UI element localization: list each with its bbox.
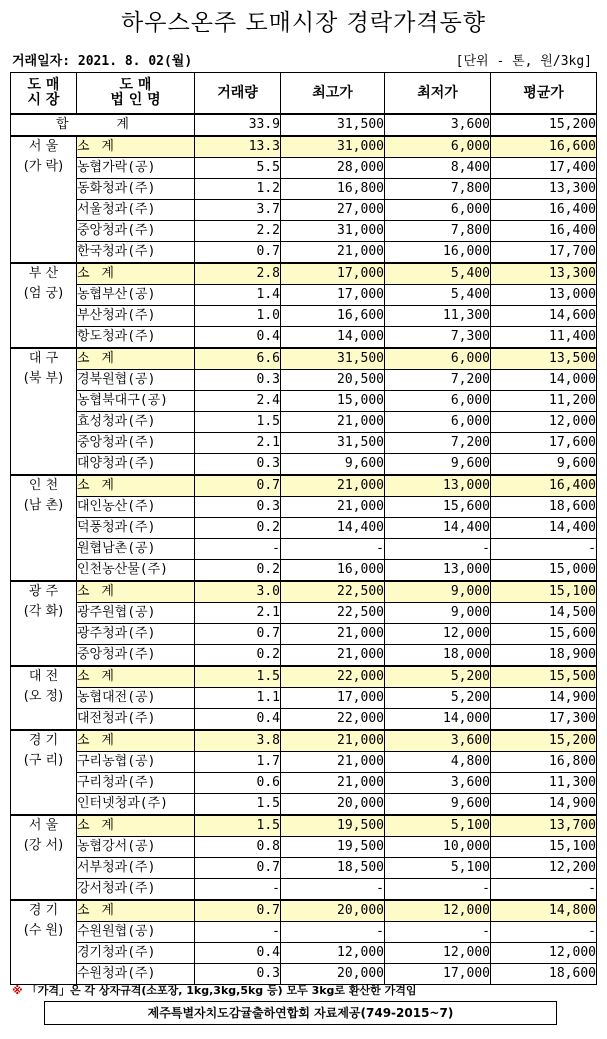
volume-cell: 0.7 — [195, 242, 281, 264]
subtotal-label: 소 계 — [77, 475, 195, 497]
table-row — [11, 539, 597, 560]
volume-cell: 0.4 — [195, 327, 281, 349]
high-cell: 20,500 — [281, 370, 385, 391]
volume-cell: 6.6 — [195, 348, 281, 370]
corp-name: 농협강서(공) — [77, 837, 195, 858]
avg-cell: 9,600 — [491, 454, 597, 476]
low-cell: 6,000 — [385, 391, 491, 412]
avg-cell: 17,400 — [491, 158, 597, 179]
high-cell: - — [281, 879, 385, 901]
total-high: 31,500 — [281, 114, 385, 136]
table-row — [11, 179, 597, 200]
market-district: (오 정) — [23, 689, 64, 704]
corp-name: 수원원협(공) — [77, 922, 195, 943]
low-cell: 14,400 — [385, 518, 491, 539]
header-corp-line2: 법 인 명 — [110, 92, 161, 108]
low-cell: 5,200 — [385, 666, 491, 688]
subtotal-row — [11, 900, 597, 922]
volume-cell: 1.2 — [195, 179, 281, 200]
volume-cell: 2.1 — [195, 433, 281, 454]
high-cell: 17,000 — [281, 263, 385, 285]
avg-cell: 13,300 — [491, 263, 597, 285]
low-cell: 5,400 — [385, 285, 491, 306]
volume-cell: 0.7 — [195, 900, 281, 922]
avg-cell: 16,600 — [491, 136, 597, 158]
header-corp — [77, 73, 195, 115]
footnote — [12, 982, 416, 998]
volume-cell: 0.3 — [195, 454, 281, 476]
volume-cell: 0.2 — [195, 560, 281, 582]
corp-name: 원협남촌(공) — [77, 539, 195, 560]
volume-cell: 1.0 — [195, 306, 281, 327]
header-region-line1: 도 매 — [27, 77, 60, 93]
table-row — [11, 518, 597, 539]
low-cell: 6,000 — [385, 200, 491, 221]
header-corp-line1: 도 매 — [119, 77, 152, 93]
high-cell: 20,000 — [281, 900, 385, 922]
table-row — [11, 454, 597, 476]
subtotal-row — [11, 136, 597, 158]
low-cell: 7,200 — [385, 370, 491, 391]
low-cell: 18,000 — [385, 645, 491, 667]
low-cell: 8,400 — [385, 158, 491, 179]
avg-cell: 16,800 — [491, 752, 597, 773]
volume-cell: 1.4 — [195, 285, 281, 306]
total-label: 합 계 — [11, 114, 195, 136]
low-cell: 9,000 — [385, 603, 491, 624]
market-name — [11, 666, 77, 730]
market-name — [11, 136, 77, 263]
market-name — [11, 263, 77, 348]
avg-cell: 12,200 — [491, 858, 597, 879]
high-cell: 21,000 — [281, 475, 385, 497]
table-row — [11, 327, 597, 349]
avg-cell: 13,300 — [491, 179, 597, 200]
corp-name: 농협부산(공) — [77, 285, 195, 306]
header-region — [11, 73, 77, 115]
low-cell: 7,300 — [385, 327, 491, 349]
corp-name: 서울청과(주) — [77, 200, 195, 221]
corp-name: 농협가락(공) — [77, 158, 195, 179]
low-cell: 6,000 — [385, 348, 491, 370]
high-cell: 19,500 — [281, 837, 385, 858]
avg-cell: 14,400 — [491, 518, 597, 539]
volume-cell: 1.5 — [195, 815, 281, 837]
table-row — [11, 306, 597, 327]
table-row — [11, 773, 597, 794]
market-city: 광 주 — [28, 584, 59, 599]
low-cell: 9,000 — [385, 581, 491, 603]
low-cell: 7,800 — [385, 179, 491, 200]
avg-cell: 11,400 — [491, 327, 597, 349]
high-cell: 20,000 — [281, 964, 385, 985]
header-avg: 평균가 — [491, 73, 597, 115]
avg-cell: 15,000 — [491, 560, 597, 582]
low-cell: 12,000 — [385, 624, 491, 645]
high-cell: 21,000 — [281, 497, 385, 518]
subtotal-row — [11, 666, 597, 688]
corp-name: 덕풍청과(주) — [77, 518, 195, 539]
high-cell: 21,000 — [281, 412, 385, 433]
low-cell: 13,000 — [385, 475, 491, 497]
corp-name: 중앙청과(주) — [77, 433, 195, 454]
corp-name: 대양청과(주) — [77, 454, 195, 476]
low-cell: 5,200 — [385, 688, 491, 709]
avg-cell: 15,500 — [491, 666, 597, 688]
table-row — [11, 922, 597, 943]
market-city: 경 기 — [28, 733, 59, 748]
high-cell: 16,800 — [281, 179, 385, 200]
low-cell: 3,600 — [385, 773, 491, 794]
table-row — [11, 752, 597, 773]
subtotal-label: 소 계 — [77, 730, 195, 752]
avg-cell: 13,500 — [491, 348, 597, 370]
avg-cell: 17,600 — [491, 433, 597, 454]
subtotal-label: 소 계 — [77, 666, 195, 688]
market-city: 서 울 — [28, 818, 59, 833]
high-cell: 18,500 — [281, 858, 385, 879]
corp-name: 동화청과(주) — [77, 179, 195, 200]
table-row — [11, 391, 597, 412]
header-row — [11, 73, 597, 115]
total-avg: 15,200 — [491, 114, 597, 136]
table-row — [11, 158, 597, 179]
market-district: (각 화) — [23, 604, 64, 619]
table-row — [11, 879, 597, 901]
table-row — [11, 709, 597, 731]
market-district: (북 부) — [23, 371, 64, 386]
high-cell: 17,000 — [281, 285, 385, 306]
market-district: (가 락) — [23, 159, 64, 174]
table-row — [11, 837, 597, 858]
avg-cell: 12,000 — [491, 412, 597, 433]
volume-cell: 5.5 — [195, 158, 281, 179]
corp-name: 경북원협(공) — [77, 370, 195, 391]
table-row — [11, 794, 597, 816]
avg-cell: 14,800 — [491, 900, 597, 922]
volume-cell: 1.5 — [195, 412, 281, 433]
high-cell: 31,000 — [281, 136, 385, 158]
volume-cell: 0.7 — [195, 624, 281, 645]
high-cell: 28,000 — [281, 158, 385, 179]
avg-cell: 15,600 — [491, 624, 597, 645]
high-cell: 14,400 — [281, 518, 385, 539]
avg-cell: 15,200 — [491, 730, 597, 752]
volume-cell: - — [195, 879, 281, 901]
corp-name: 수원청과(주) — [77, 964, 195, 985]
high-cell: 9,600 — [281, 454, 385, 476]
market-name — [11, 815, 77, 900]
low-cell: 9,600 — [385, 454, 491, 476]
table-row — [11, 688, 597, 709]
market-city: 서 울 — [28, 139, 59, 154]
market-district: (강 서) — [23, 838, 64, 853]
market-city: 인 천 — [28, 478, 59, 493]
avg-cell: 18,600 — [491, 497, 597, 518]
avg-cell: 14,900 — [491, 688, 597, 709]
market-city: 부 산 — [28, 266, 59, 281]
high-cell: 20,000 — [281, 794, 385, 816]
table-row — [11, 412, 597, 433]
volume-cell: 0.3 — [195, 370, 281, 391]
corp-name: 인천농산물(주) — [77, 560, 195, 582]
corp-name: 인터넷청과(주) — [77, 794, 195, 816]
corp-name: 대전청과(주) — [77, 709, 195, 731]
market-district: (남 촌) — [23, 498, 64, 513]
high-cell: - — [281, 922, 385, 943]
market-name — [11, 348, 77, 475]
corp-name: 광주청과(주) — [77, 624, 195, 645]
total-low: 3,600 — [385, 114, 491, 136]
low-cell: - — [385, 539, 491, 560]
subtotal-row — [11, 581, 597, 603]
corp-name: 구리청과(주) — [77, 773, 195, 794]
page-title: 하우스온주 도매시장 경락가격동향 — [121, 10, 486, 36]
volume-cell: 0.8 — [195, 837, 281, 858]
volume-cell: 0.3 — [195, 964, 281, 985]
high-cell: 14,000 — [281, 327, 385, 349]
price-table — [10, 72, 597, 985]
volume-cell: 3.0 — [195, 581, 281, 603]
subtotal-label: 소 계 — [77, 815, 195, 837]
volume-cell: 0.3 — [195, 497, 281, 518]
avg-cell: 16,400 — [491, 200, 597, 221]
low-cell: 10,000 — [385, 837, 491, 858]
volume-cell: 1.1 — [195, 688, 281, 709]
avg-cell: 12,000 — [491, 943, 597, 964]
corp-name: 부산청과(주) — [77, 306, 195, 327]
high-cell: 21,000 — [281, 752, 385, 773]
high-cell: 12,000 — [281, 943, 385, 964]
avg-cell: 14,000 — [491, 370, 597, 391]
low-cell: 6,000 — [385, 412, 491, 433]
avg-cell: 13,000 — [491, 285, 597, 306]
subtotal-row — [11, 815, 597, 837]
volume-cell: 0.2 — [195, 645, 281, 667]
low-cell: 15,600 — [385, 497, 491, 518]
subtotal-row — [11, 348, 597, 370]
corp-name: 광주원협(공) — [77, 603, 195, 624]
avg-cell: 14,600 — [491, 306, 597, 327]
avg-cell: - — [491, 922, 597, 943]
volume-cell: 0.4 — [195, 709, 281, 731]
low-cell: 12,000 — [385, 943, 491, 964]
corp-name: 중앙청과(주) — [77, 645, 195, 667]
high-cell: 22,500 — [281, 581, 385, 603]
avg-cell: 18,900 — [491, 645, 597, 667]
subtotal-row — [11, 263, 597, 285]
total-row — [11, 114, 597, 136]
high-cell: 21,000 — [281, 773, 385, 794]
low-cell: 7,200 — [385, 433, 491, 454]
high-cell: 31,500 — [281, 348, 385, 370]
header-region-line2: 시 장 — [27, 92, 60, 108]
corp-name: 중앙청과(주) — [77, 221, 195, 242]
low-cell: 17,000 — [385, 964, 491, 985]
low-cell: - — [385, 922, 491, 943]
avg-cell: 13,700 — [491, 815, 597, 837]
header-high: 최고가 — [281, 73, 385, 115]
low-cell: 5,400 — [385, 263, 491, 285]
high-cell: 16,000 — [281, 560, 385, 582]
low-cell: 14,000 — [385, 709, 491, 731]
avg-cell: 18,600 — [491, 964, 597, 985]
market-city: 대 전 — [28, 669, 59, 684]
low-cell: 9,600 — [385, 794, 491, 816]
footnote-mark: ※ — [12, 984, 23, 997]
table-row — [11, 603, 597, 624]
table-row — [11, 221, 597, 242]
high-cell: 22,500 — [281, 603, 385, 624]
subtotal-label: 소 계 — [77, 263, 195, 285]
avg-cell: 14,900 — [491, 794, 597, 816]
volume-cell: 1.5 — [195, 666, 281, 688]
avg-cell: 11,300 — [491, 773, 597, 794]
avg-cell: 14,500 — [491, 603, 597, 624]
corp-name: 효성청과(주) — [77, 412, 195, 433]
high-cell: 27,000 — [281, 200, 385, 221]
table-row — [11, 624, 597, 645]
corp-name: 한국청과(주) — [77, 242, 195, 264]
market-district: (엄 궁) — [23, 286, 64, 301]
market-name — [11, 475, 77, 581]
market-city: 경 기 — [28, 903, 59, 918]
volume-cell: 2.4 — [195, 391, 281, 412]
table-row — [11, 560, 597, 582]
high-cell: 16,600 — [281, 306, 385, 327]
low-cell: 7,800 — [385, 221, 491, 242]
low-cell: 5,100 — [385, 815, 491, 837]
subtotal-row — [11, 475, 597, 497]
total-volume: 33.9 — [195, 114, 281, 136]
source-box: 제주특별자치도감귤출하연합회 자료제공(749-2015~7) — [44, 1001, 557, 1025]
market-district: (수 원) — [23, 923, 64, 938]
subtotal-row — [11, 730, 597, 752]
high-cell: 22,000 — [281, 709, 385, 731]
trade-date: 거래일자: 2021. 8. 02(월) — [12, 54, 193, 69]
high-cell: 22,000 — [281, 666, 385, 688]
low-cell: 5,100 — [385, 858, 491, 879]
subtotal-label: 소 계 — [77, 581, 195, 603]
volume-cell: 2.1 — [195, 603, 281, 624]
high-cell: 17,000 — [281, 688, 385, 709]
low-cell: 13,000 — [385, 560, 491, 582]
avg-cell: 15,100 — [491, 837, 597, 858]
high-cell: 21,000 — [281, 624, 385, 645]
avg-cell: 17,300 — [491, 709, 597, 731]
table-body — [11, 114, 597, 985]
subtotal-label: 소 계 — [77, 136, 195, 158]
high-cell: - — [281, 539, 385, 560]
corp-name: 경기청과(주) — [77, 943, 195, 964]
corp-name: 농협북대구(공) — [77, 391, 195, 412]
low-cell: 12,000 — [385, 900, 491, 922]
volume-cell: 3.7 — [195, 200, 281, 221]
corp-name: 서부청과(주) — [77, 858, 195, 879]
avg-cell: 15,100 — [491, 581, 597, 603]
market-name — [11, 900, 77, 985]
volume-cell: 3.8 — [195, 730, 281, 752]
low-cell: 3,600 — [385, 730, 491, 752]
high-cell: 31,500 — [281, 433, 385, 454]
table-row — [11, 200, 597, 221]
volume-cell: 0.4 — [195, 943, 281, 964]
unit-label: [단위 - 톤, 원/3kg] — [455, 54, 592, 69]
header-volume: 거래량 — [195, 73, 281, 115]
volume-cell: 1.7 — [195, 752, 281, 773]
volume-cell: 0.6 — [195, 773, 281, 794]
high-cell: 31,000 — [281, 221, 385, 242]
corp-name: 대인농산(주) — [77, 497, 195, 518]
volume-cell: 13.3 — [195, 136, 281, 158]
volume-cell: 0.7 — [195, 858, 281, 879]
high-cell: 21,000 — [281, 645, 385, 667]
footnote-text: 「가격」은 각 상자규격(소포장, 1kg,3kg,5kg 등) 모두 3kg로 환산한 가격임 — [26, 984, 417, 997]
table-row — [11, 242, 597, 264]
avg-cell: 16,400 — [491, 221, 597, 242]
low-cell: - — [385, 879, 491, 901]
low-cell: 4,800 — [385, 752, 491, 773]
volume-cell: 2.8 — [195, 263, 281, 285]
header-low: 최저가 — [385, 73, 491, 115]
high-cell: 15,000 — [281, 391, 385, 412]
avg-cell: 17,700 — [491, 242, 597, 264]
table-row — [11, 285, 597, 306]
high-cell: 21,000 — [281, 242, 385, 264]
subtotal-label: 소 계 — [77, 900, 195, 922]
table-row — [11, 370, 597, 391]
market-name — [11, 581, 77, 666]
table-row — [11, 858, 597, 879]
high-cell: 19,500 — [281, 815, 385, 837]
low-cell: 11,300 — [385, 306, 491, 327]
corp-name: 농협대전(공) — [77, 688, 195, 709]
volume-cell: 2.2 — [195, 221, 281, 242]
table-row — [11, 645, 597, 667]
volume-cell: - — [195, 922, 281, 943]
avg-cell: - — [491, 539, 597, 560]
low-cell: 6,000 — [385, 136, 491, 158]
avg-cell: - — [491, 879, 597, 901]
market-city: 대 구 — [28, 351, 59, 366]
volume-cell: - — [195, 539, 281, 560]
table-row — [11, 433, 597, 454]
volume-cell: 0.7 — [195, 475, 281, 497]
table-row — [11, 943, 597, 964]
subtotal-label: 소 계 — [77, 348, 195, 370]
corp-name: 강서청과(주) — [77, 879, 195, 901]
volume-cell: 0.2 — [195, 518, 281, 539]
market-name — [11, 730, 77, 815]
corp-name: 항도청과(주) — [77, 327, 195, 349]
high-cell: 21,000 — [281, 730, 385, 752]
low-cell: 16,000 — [385, 242, 491, 264]
market-district: (구 리) — [23, 753, 64, 768]
avg-cell: 11,200 — [491, 391, 597, 412]
avg-cell: 16,400 — [491, 475, 597, 497]
volume-cell: 1.5 — [195, 794, 281, 816]
table-row — [11, 497, 597, 518]
corp-name: 구리농협(공) — [77, 752, 195, 773]
